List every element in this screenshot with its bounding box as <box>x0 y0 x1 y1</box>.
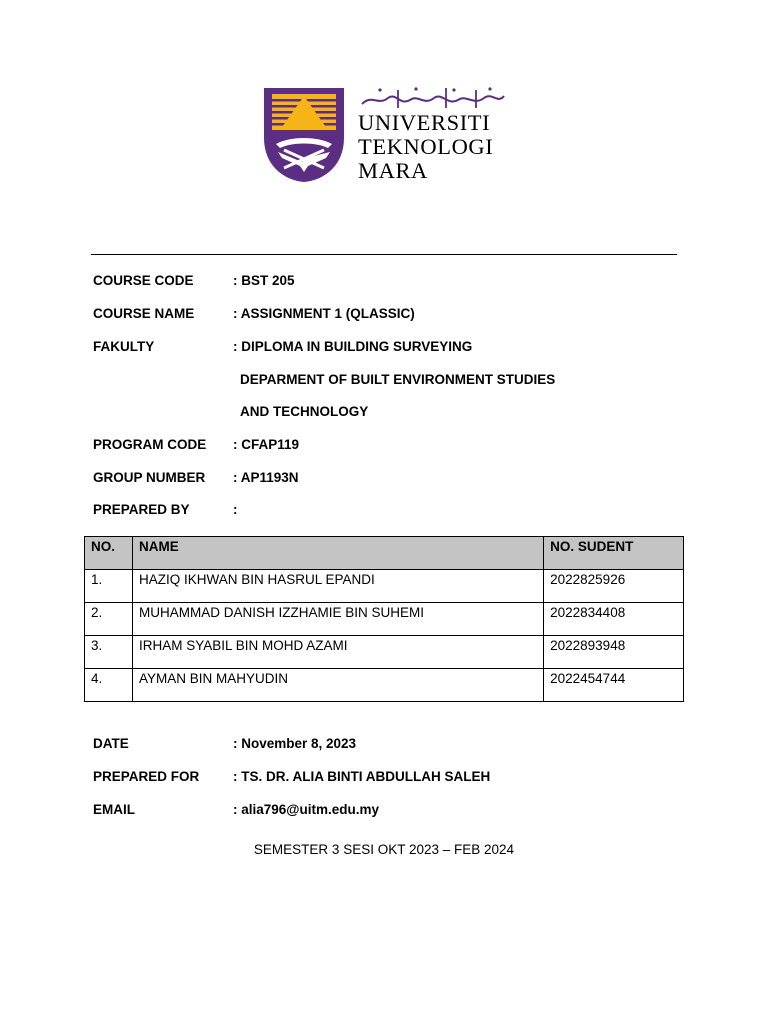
header-name: NAME <box>132 537 543 570</box>
header-divider <box>91 254 677 255</box>
prepared-for-label: PREPARED FOR <box>93 769 200 784</box>
cell-name: HAZIQ IKHWAN BIN HASRUL EPANDI <box>132 570 543 603</box>
logo-line-1: UNIVERSITI <box>358 110 491 135</box>
course-code-value: : BST 205 <box>233 273 295 288</box>
cell-name: IRHAM SYABIL BIN MOHD AZAMI <box>132 636 543 669</box>
cell-no: 2. <box>85 603 133 636</box>
cell-student-no: 2022893948 <box>544 636 684 669</box>
prepared-by-label: PREPARED BY <box>93 502 190 517</box>
logo-line-3: MARA <box>358 158 428 183</box>
cell-no: 3. <box>85 636 133 669</box>
date-value: : November 8, 2023 <box>233 736 357 751</box>
cell-no: 4. <box>85 669 133 702</box>
cell-no: 1. <box>85 570 133 603</box>
faculty-value: : DIPLOMA IN BUILDING SURVEYING <box>233 339 473 354</box>
cell-student-no: 2022834408 <box>544 603 684 636</box>
cell-name: AYMAN BIN MAHYUDIN <box>132 669 543 702</box>
cell-name: MUHAMMAD DANISH IZZHAMIE BIN SUHEMI <box>132 603 543 636</box>
table-row <box>85 570 684 603</box>
program-code-value: : CFAP119 <box>233 437 300 452</box>
date-label: DATE <box>93 736 129 751</box>
header-student-no: NO. SUDENT <box>544 537 684 570</box>
course-name-label: COURSE NAME <box>93 306 195 321</box>
email-label: EMAIL <box>93 802 135 817</box>
table-header-row <box>85 537 684 570</box>
prepared-by-value: : <box>233 502 238 517</box>
table-row <box>85 636 684 669</box>
cell-student-no: 2022454744 <box>544 669 684 702</box>
header-no: NO. <box>85 537 133 570</box>
members-table <box>84 536 684 702</box>
email-value: : alia796@uitm.edu.my <box>233 802 379 817</box>
table-row <box>85 603 684 636</box>
faculty-department-cont: AND TECHNOLOGY <box>240 404 369 419</box>
program-code-label: PROGRAM CODE <box>93 437 207 452</box>
group-number-value: : AP1193N <box>233 470 299 485</box>
uitm-jawi-text <box>358 84 508 112</box>
faculty-department: DEPARMENT OF BUILT ENVIRONMENT STUDIES <box>240 372 556 387</box>
table-row <box>85 669 684 702</box>
uitm-crest-icon <box>262 86 346 184</box>
uitm-logo <box>262 86 508 186</box>
prepared-for-value: : TS. DR. ALIA BINTI ABDULLAH SALEH <box>233 769 491 784</box>
semester-line: SEMESTER 3 SESI OKT 2023 – FEB 2024 <box>253 842 515 857</box>
cell-student-no: 2022825926 <box>544 570 684 603</box>
logo-line-2: TEKNOLOGI <box>358 134 494 159</box>
course-code-label: COURSE CODE <box>93 273 194 288</box>
course-name-value: : ASSIGNMENT 1 (QLASSIC) <box>233 306 415 321</box>
faculty-label: FAKULTY <box>93 339 155 354</box>
group-number-label: GROUP NUMBER <box>93 470 206 485</box>
